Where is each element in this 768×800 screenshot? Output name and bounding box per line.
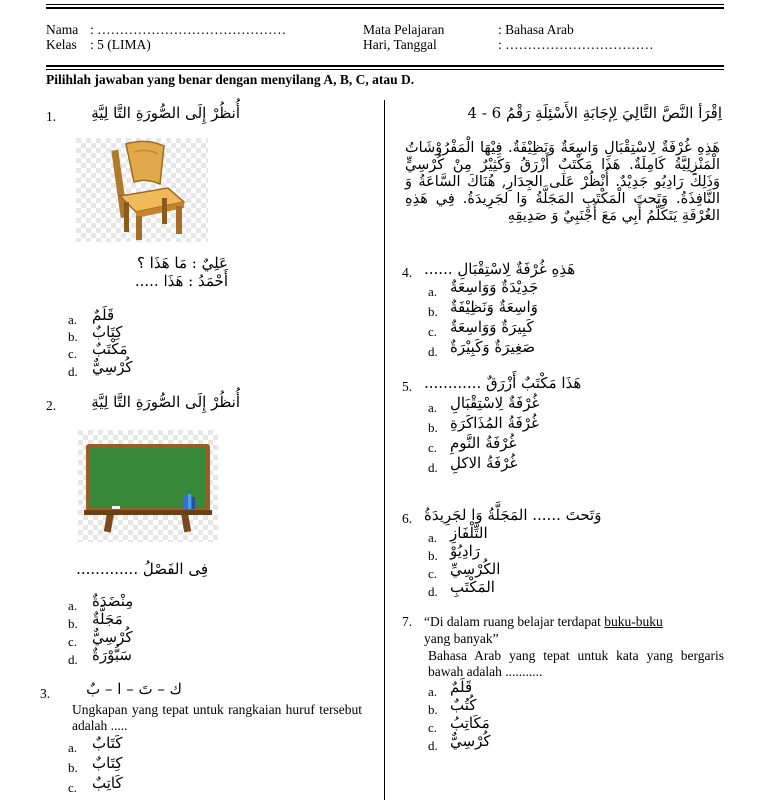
header-bottom-rule — [46, 69, 724, 70]
q1-option-a[interactable]: قَلَمٌ — [92, 306, 115, 324]
q4-option-d-letter: d. — [428, 344, 438, 359]
q5-prompt: هَذَا مَكْتَبٌ أَزْرَقٌ ............ — [424, 374, 582, 392]
header-bottom-rule-thick — [46, 65, 724, 67]
q1-number: 1. — [46, 109, 57, 124]
q5-option-a[interactable]: غُرْفَةٌ لِاسْتِقْبَالِ — [450, 394, 540, 412]
q6-option-a-letter: a. — [428, 530, 438, 545]
q5-option-c[interactable]: غُرْفَةُ النَّومِ — [450, 434, 517, 452]
q4-option-a[interactable]: جَدِيْدَةٌ وَوَاسِعَةٌ — [450, 278, 539, 296]
q4-prompt: هَذِهِ غُرْفَةٌ لِاسْتِقْبَالِ ...... — [424, 260, 576, 278]
q1-option-d[interactable]: كُرْسِيٌّ — [92, 358, 133, 376]
q3-letters: ك – تَ – ا – بٌ — [86, 680, 182, 698]
q2-prompt: أُنظُرْ إِلَى الصُّورَةِ التَّا لِيَّةِ — [91, 393, 240, 411]
q2-blank: فِى الفَصْلُ ............. — [76, 560, 208, 578]
q7-option-b[interactable]: كُتُبٌ — [450, 696, 477, 714]
q7-underlined-word: buku-buku — [604, 614, 663, 629]
blackboard-image — [78, 430, 218, 542]
q2-option-d[interactable]: سَبُّوْرَةٌ — [92, 646, 132, 664]
q7-option-a-letter: a. — [428, 684, 438, 699]
kelas-label: Kelas — [46, 37, 77, 52]
q5-option-a-letter: a. — [428, 400, 438, 415]
q5-option-b-letter: b. — [428, 420, 438, 435]
q1-option-c-letter: c. — [68, 346, 78, 361]
q6-option-c[interactable]: الكُرْسِيِّ — [450, 560, 501, 578]
nama-value: : …………………………………… — [90, 22, 287, 37]
q7-option-c[interactable]: مَكَاتِبُ — [450, 714, 490, 732]
hari-value: : …………………………… — [498, 37, 654, 52]
q1-option-a-letter: a. — [68, 312, 78, 327]
q3-option-b-letter: b. — [68, 760, 78, 775]
q5-option-d[interactable]: غُرْفَةُ الاكلِ — [450, 454, 518, 472]
q7-option-a[interactable]: قَلَمٌ — [450, 678, 473, 696]
q2-option-d-letter: d. — [68, 652, 78, 667]
q2-option-c-letter: c. — [68, 634, 78, 649]
q4-option-b[interactable]: وَاسِعَةٌ وَنَظِيْفَةٌ — [450, 298, 538, 316]
q6-prompt: وَتَحتَ ...... المَجَلَّةُ وَا لجَرِيدَةُ — [424, 506, 602, 524]
kelas-value: : 5 (LIMA) — [90, 37, 151, 52]
header-top-rule — [46, 4, 724, 5]
q5-option-c-letter: c. — [428, 440, 438, 455]
q7-option-d-letter: d. — [428, 738, 438, 753]
q3-number: 3. — [40, 686, 51, 701]
mapel-label: Mata Pelajaran — [363, 22, 445, 37]
q4-number: 4. — [402, 265, 413, 280]
q7-statement — [424, 614, 724, 630]
q7-option-d[interactable]: كُرْسِيٌّ — [450, 732, 491, 750]
q6-option-b-letter: b. — [428, 548, 438, 563]
q2-option-a-letter: a. — [68, 598, 78, 613]
mapel-value: : Bahasa Arab — [498, 22, 574, 37]
q3-option-a-letter: a. — [68, 740, 78, 755]
q7-text: Bahasa Arab yang tepat untuk kata yang bergaris bawah adalah ........... — [428, 648, 724, 679]
q6-option-a[interactable]: التِّلْفَازِ — [450, 524, 488, 542]
q7-option-c-letter: c. — [428, 720, 438, 735]
q7-option-b-letter: b. — [428, 702, 438, 717]
q2-option-b-letter: b. — [68, 616, 78, 631]
instruction: Pilihlah jawaban yang benar dengan menyilang A, B, C, atau D. — [46, 72, 415, 87]
q1-dialog-2: أَحْمَدُ : هَذَا ..... — [134, 272, 228, 290]
reading-paragraph: هَذِهِ غُرْفَةٌ لِاسْتِقْبَالِ وَاسِعَةٌ وَنَظِيْفَةٌ. فِيْهَا الْمَفْرُوْشَاتُ الْمَنْزِلِيَّةُ كَامِلَةٌ. هَذَا مَكْتَبٌ أَزْرَقُ وَكَثِيْرٌ مِنْ كُرْسِيٍّ وَذَلِكَ رَادِيُو جَدِيْدٌ. أُنْظُرْ عَلَى الجِدَارِ, هُنَاكَ السَّاعَةُ وَ النَّافِذَةُ. وَتَحتَ الْمَكْتَبِ المَجَلَّةُ وَا لجَرِيدَةُ. فِي هَذِهِ الغُرْفَةِ يَتَكَلَّمُ أَبِي مَعَ أَجْنَبِيٌ وَ صَدِيقِهِ — [405, 140, 720, 224]
header-top-rule-thick — [46, 7, 724, 9]
q6-option-c-letter: c. — [428, 566, 438, 581]
column-divider — [384, 100, 385, 800]
q1-prompt: أُنظُرْ إِلَى الصُّورَةِ التَّا لِيَّةِ — [91, 104, 240, 122]
q2-option-c[interactable]: كُرْسِيٌّ — [92, 628, 133, 646]
q5-number: 5. — [402, 379, 413, 394]
q3-text: Ungkapan yang tepat untuk rangkaian huruf tersebut adalah ..... — [72, 702, 362, 733]
q4-option-a-letter: a. — [428, 284, 438, 299]
q4-option-b-letter: b. — [428, 304, 438, 319]
q3-option-b[interactable]: كِتَابٌ — [92, 754, 123, 772]
reading-title: اِقْرَأ النَّصَّ التَّالِيَ لِإجَابَةِ الأَسْئِلَةِ رَقْمُ 6 - 4 — [467, 104, 722, 122]
q1-option-c[interactable]: مَكْتَبٌ — [92, 340, 128, 358]
q6-number: 6. — [402, 511, 413, 526]
q6-option-b[interactable]: رَادِيُوْ — [450, 542, 481, 560]
q6-option-d-letter: d. — [428, 584, 438, 599]
nama-label: Nama — [46, 22, 79, 37]
hari-label: Hari, Tanggal — [363, 37, 437, 52]
q1-dialog-1: عَلِيٌ : مَا هَذَا ؟ — [136, 254, 228, 272]
q5-option-d-letter: d. — [428, 460, 438, 475]
q4-option-c[interactable]: كَبِيرَةٌ وَوَاسِعَةٌ — [450, 318, 534, 336]
q7-number: 7. — [402, 614, 413, 629]
q6-option-d[interactable]: المَكْتَبِ — [450, 578, 495, 596]
chair-image — [76, 138, 208, 242]
q2-option-a[interactable]: مِنْضَدَةٌ — [92, 592, 134, 610]
q3-option-a[interactable]: كَتَابٌ — [92, 734, 123, 752]
q5-option-b[interactable]: غُرْفَةُ المُذَاكَرَةِ — [450, 414, 539, 432]
q2-number: 2. — [46, 398, 57, 413]
q1-option-b-letter: b. — [68, 329, 78, 344]
q4-option-d[interactable]: صَغِيرَةٌ وَكَبِيْرَةٌ — [450, 338, 535, 356]
q7-statement-line2: yang banyak” — [424, 631, 499, 646]
q7-statement-part1: “Di dalam ruang belajar terdapat — [424, 614, 605, 629]
q3-option-c-letter: c. — [68, 780, 78, 795]
q4-option-c-letter: c. — [428, 324, 438, 339]
q1-option-b[interactable]: كِتَابٌ — [92, 323, 123, 341]
q1-option-d-letter: d. — [68, 364, 78, 379]
q3-option-c[interactable]: كَاتِبٌ — [92, 774, 123, 792]
q2-option-b[interactable]: مَجَلَّةٌ — [92, 610, 123, 628]
